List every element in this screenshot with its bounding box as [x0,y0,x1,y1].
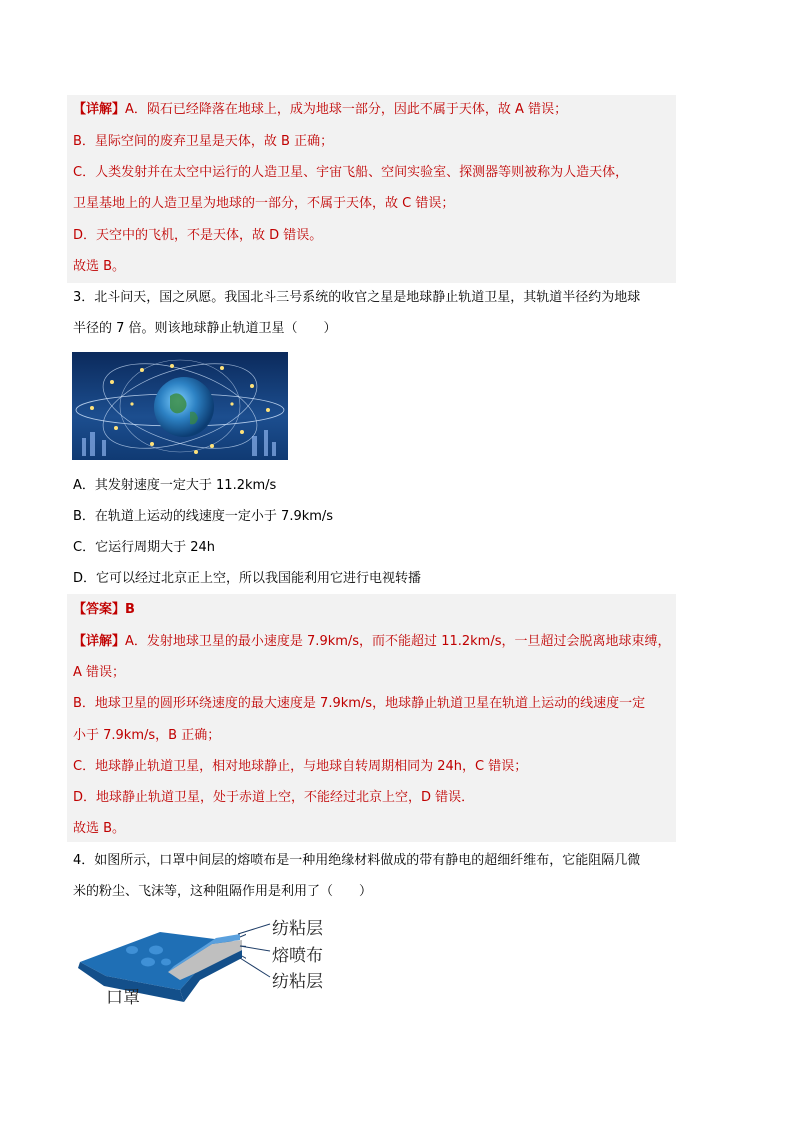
q3-detail-line-1: 【详解】A．发射地球卫星的最小速度是 7.9km/s，而不能超过 11.2km/s，一旦超过会脱离地球束缚， [73,634,671,649]
label-mask: 口罩 [106,988,140,1008]
q2-detail-line-4: 卫星基地上的人造卫星为地球的一部分，不属于天体，故 C 错误； [73,196,455,211]
q2-detail-line-1: 【详解】A．陨石已经降落在地球上，成为地球一部分，因此不属于天体，故 A 错误； [73,102,568,117]
detail-tag: 【详解】 [73,102,126,117]
label-meltblown: 熔喷布 [272,946,323,966]
q3-stem-line-2: 半径的 7 倍。则该地球静止轨道卫星（ ） [73,321,337,336]
q2-detail-line-3: C．人类发射并在太空中运行的人造卫星、宇宙飞船、空间实验室、探测器等则被称为人造天体， [73,165,629,180]
beidou-satellite-image [72,352,288,460]
q3-option-a: A．其发射速度一定大于 11.2km/s [73,478,277,493]
q2-detail-block [67,95,676,283]
q3-option-c: C．它运行周期大于 24h [73,540,215,555]
q3-detail-line-6: D．地球静止轨道卫星，处于赤道上空，不能经过北京上空，D 错误． [73,790,475,805]
label-spunbond-bottom: 纺粘层 [272,972,323,992]
q4-stem-line-2: 米的粉尘、飞沫等，这种阻隔作用是利用了（ ） [73,884,373,899]
q3-conclusion: 故选 B。 [73,821,126,836]
q3-detail-line-3: B．地球卫星的圆形环绕速度的最大速度是 7.9km/s，地球静止轨道卫星在轨道上运动的线速度一定 [73,696,646,711]
q2-detail-line-2: B．星际空间的废弃卫星是天体，故 B 正确； [73,134,334,149]
mask-layers-figure [76,910,246,1006]
label-spunbond-top: 纺粘层 [272,919,323,939]
detail-tag: 【详解】 [73,634,126,649]
q4-stem-line-1: 4．如图所示，口罩中间层的熔喷布是一种用绝缘材料做成的带有静电的超细纤维布，它能阻隔几微 [73,853,641,868]
q3-stem-line-1: 3．北斗问天，国之夙愿。我国北斗三号系统的收官之星是地球静止轨道卫星，其轨道半径约为地球 [73,290,641,305]
q3-detail-line-4: 小于 7.9km/s，B 正确； [73,728,221,743]
answer-tag: 【答案】 [73,602,126,617]
q2-conclusion: 故选 B。 [73,259,126,274]
figure-leader-lines [234,914,274,994]
answer-value: B [125,602,135,617]
q3-option-b: B．在轨道上运动的线速度一定小于 7.9km/s [73,509,334,524]
q3-answer-line [73,601,135,619]
q3-option-d: D．它可以经过北京正上空，所以我国能利用它进行电视转播 [73,571,422,586]
q3-detail-line-2: A 错误； [73,665,126,680]
q2-detail-line-5: D．天空中的飞机，不是天体，故 D 错误。 [73,228,323,243]
q3-detail-line-5: C．地球静止轨道卫星，相对地球静止，与地球自转周期相同为 24h，C 错误； [73,759,528,774]
